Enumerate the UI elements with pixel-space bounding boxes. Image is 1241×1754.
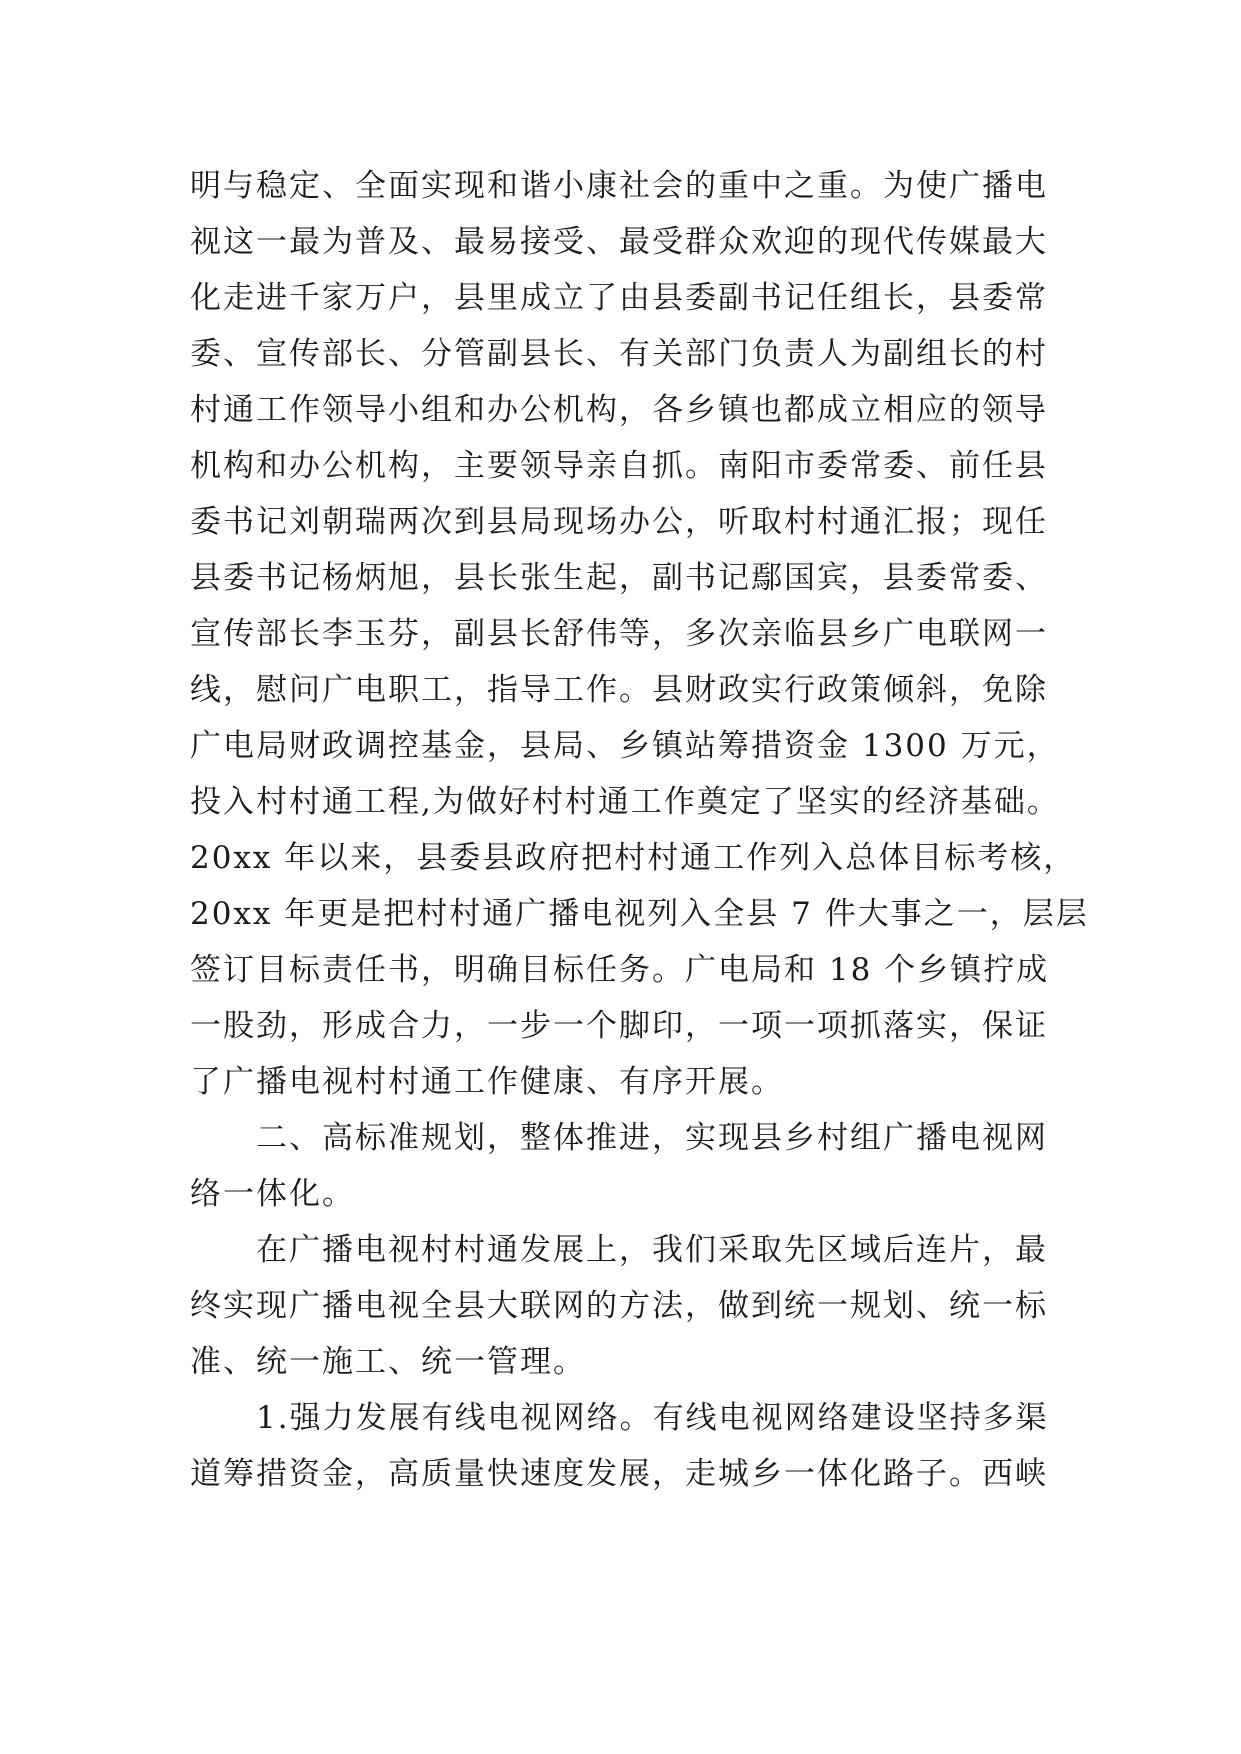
text-line: 20xx 年更是把村村通广播电视列入全县 7 件大事之一，层层 [190, 896, 1089, 932]
text-line: 线，慰问广电职工，指导工作。县财政实行政策倾斜，免除 [190, 672, 1048, 708]
body-text [190, 158, 1090, 1502]
text-line: 一股劲，形成合力，一步一个脚印，一项一项抓落实，保证 [190, 1008, 1048, 1044]
text-line: 20xx 年以来，县委县政府把村村通工作列入总体目标考核， [190, 840, 1077, 876]
text-line: 道筹措资金，高质量快速度发展，走城乡一体化路子。西峡 [190, 1456, 1048, 1492]
text-line: 化走进千家万户，县里成立了由县委副书记任组长，县委常 [190, 280, 1048, 316]
text-line: 明与稳定、全面实现和谐小康社会的重中之重。为使广播电 [190, 168, 1048, 204]
text-line: 宣传部长李玉芬，副县长舒伟等，多次亲临县乡广电联网一 [190, 616, 1048, 652]
text-line: 委书记刘朝瑞两次到县局现场办公，听取村村通汇报；现任 [190, 504, 1048, 540]
text-line: 终实现广播电视全县大联网的方法，做到统一规划、统一标 [190, 1288, 1048, 1324]
section-heading-line: 二、高标准规划，整体推进，实现县乡村组广播电视网 [190, 1120, 1048, 1156]
text-line: 在广播电视村村通发展上，我们采取先区域后连片，最 [190, 1232, 1048, 1268]
section-heading-line: 络一体化。 [190, 1176, 355, 1212]
text-line: 1.强力发展有线电视网络。有线电视网络建设坚持多渠 [190, 1400, 1049, 1436]
text-line: 广电局财政调控基金，县局、乡镇站筹措资金 1300 万元， [190, 728, 1060, 764]
text-line: 视这一最为普及、最易接受、最受群众欢迎的现代传媒最大 [190, 224, 1048, 260]
text-line: 准、统一施工、统一管理。 [190, 1344, 586, 1380]
text-line: 机构和办公机构，主要领导亲自抓。南阳市委常委、前任县 [190, 448, 1048, 484]
text-line: 了广播电视村村通工作健康、有序开展。 [190, 1064, 784, 1100]
text-line: 村通工作领导小组和办公机构，各乡镇也都成立相应的领导 [190, 392, 1048, 428]
text-line: 委、宣传部长、分管副县长、有关部门负责人为副组长的村 [190, 336, 1048, 372]
text-line: 县委书记杨炳旭，县长张生起，副书记鄢国宾，县委常委、 [190, 560, 1048, 596]
text-line: 投入村村通工程,为做好村村通工作奠定了坚实的经济基础。 [190, 784, 1060, 820]
text-line: 签订目标责任书，明确目标任务。广电局和 18 个乡镇拧成 [190, 952, 1050, 988]
